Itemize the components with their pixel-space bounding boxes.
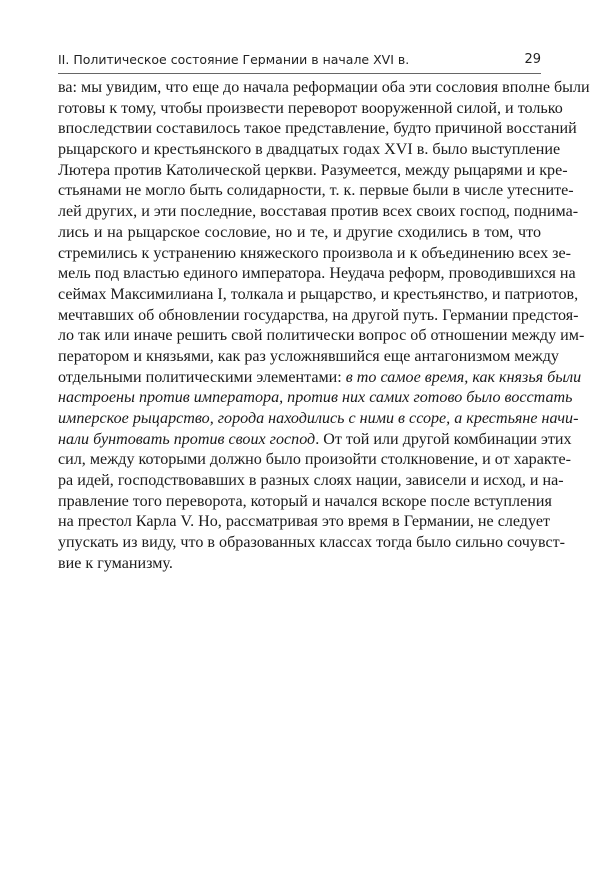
text-line: [58, 264, 576, 285]
text-line: [58, 244, 572, 265]
italic-text-segment: нали бунтовать против своих господ: [58, 430, 316, 448]
text-segment: стремились к устранению княжеского произвола и к объединению всех зе-: [58, 244, 572, 262]
text-line: [58, 409, 579, 430]
text-line: [58, 223, 541, 244]
page-number: 29: [524, 52, 541, 67]
text-segment: мель под властью единого императора. Неудача реформ, проводившихся на: [58, 265, 576, 283]
text-line: [58, 492, 552, 513]
text-segment: упускать из виду, что в образованных классах тогда было сильно сочувст-: [58, 534, 565, 552]
text-segment: ва: мы увидим, что еще до начала реформации оба эти сословия вполне были: [58, 79, 590, 96]
text-line: [58, 181, 574, 202]
text-segment: ло так или иначе решить свой политически вопрос об отношении между им-: [58, 327, 585, 345]
italic-text-segment: в то самое время, как князья были: [345, 368, 582, 386]
text-line: [58, 78, 590, 99]
text-line: [58, 450, 572, 471]
italic-text-segment: настроены против императора, против них самих готово было восстать: [58, 389, 573, 407]
text-segment: стьянами не могло быть солидарности, т. к. первые были в числе утесните-: [58, 182, 574, 200]
text-segment: рыцарского и крестьянского в двадцатых годах XVI в. было выступление: [58, 141, 561, 159]
text-line: [58, 99, 563, 120]
text-segment: впоследствии составилось такое представление, будто причиной восстаний: [58, 120, 577, 138]
text-segment: . От той или другой комбинации этих: [315, 430, 572, 448]
text-line: [58, 119, 577, 140]
text-line: [58, 326, 585, 347]
text-segment: сеймах Максимилиана I, толкала и рыцарство, и крестьянство, и патриотов,: [58, 285, 579, 303]
text-segment: ра идей, господствовавших в разных слоях нации, зависели и исход, и на-: [58, 472, 564, 490]
text-line: [58, 512, 550, 533]
text-segment: вие к гуманизму.: [58, 554, 173, 572]
text-line: [58, 388, 573, 409]
text-segment: готовы к тому, чтобы произвести переворот вооруженной силой, и только: [58, 99, 563, 117]
text-segment: отдельными политическими элементами:: [58, 368, 346, 386]
text-line: [58, 140, 561, 161]
text-line: [58, 368, 582, 389]
text-segment: ператором и князьями, как раз усложнявшийся еще антагонизмом между: [58, 347, 559, 365]
text-line: [58, 347, 559, 368]
text-segment: лись и на рыцарское сословие, но и те, и другие сходились в том, что: [58, 223, 541, 241]
text-segment: на престол Карла V. Но, рассматривая это время в Германии, не следует: [58, 513, 550, 531]
text-segment: сил, между которыми должно было произойти столкновение, и от характе-: [58, 451, 572, 469]
text-line: [58, 471, 564, 492]
text-segment: правление того переворота, который и начался вскоре после вступления: [58, 492, 552, 510]
text-segment: лей других, и эти последние, восставая против всех своих господ, поднима-: [58, 203, 579, 221]
header-rule: [58, 73, 541, 74]
text-line: [58, 533, 565, 554]
text-line: [58, 285, 579, 306]
text-line: [58, 202, 579, 223]
text-line: [58, 554, 541, 575]
body-paragraph: [58, 78, 590, 575]
text-segment: Лютера против Католической церкви. Разумеется, между рыцарями и кре-: [58, 161, 568, 179]
running-head: [58, 52, 541, 72]
italic-text-segment: имперское рыцарство, города находились с ними в ссоре, а крестьяне начи-: [58, 410, 579, 427]
text-segment: мечтавших об обновлении государства, на другой путь. Германии предстоя-: [58, 306, 579, 324]
text-line: [58, 161, 568, 182]
text-line: [58, 306, 579, 327]
text-line: [58, 430, 572, 451]
chapter-title: II. Политическое состояние Германии в начале XVI в.: [58, 52, 410, 67]
